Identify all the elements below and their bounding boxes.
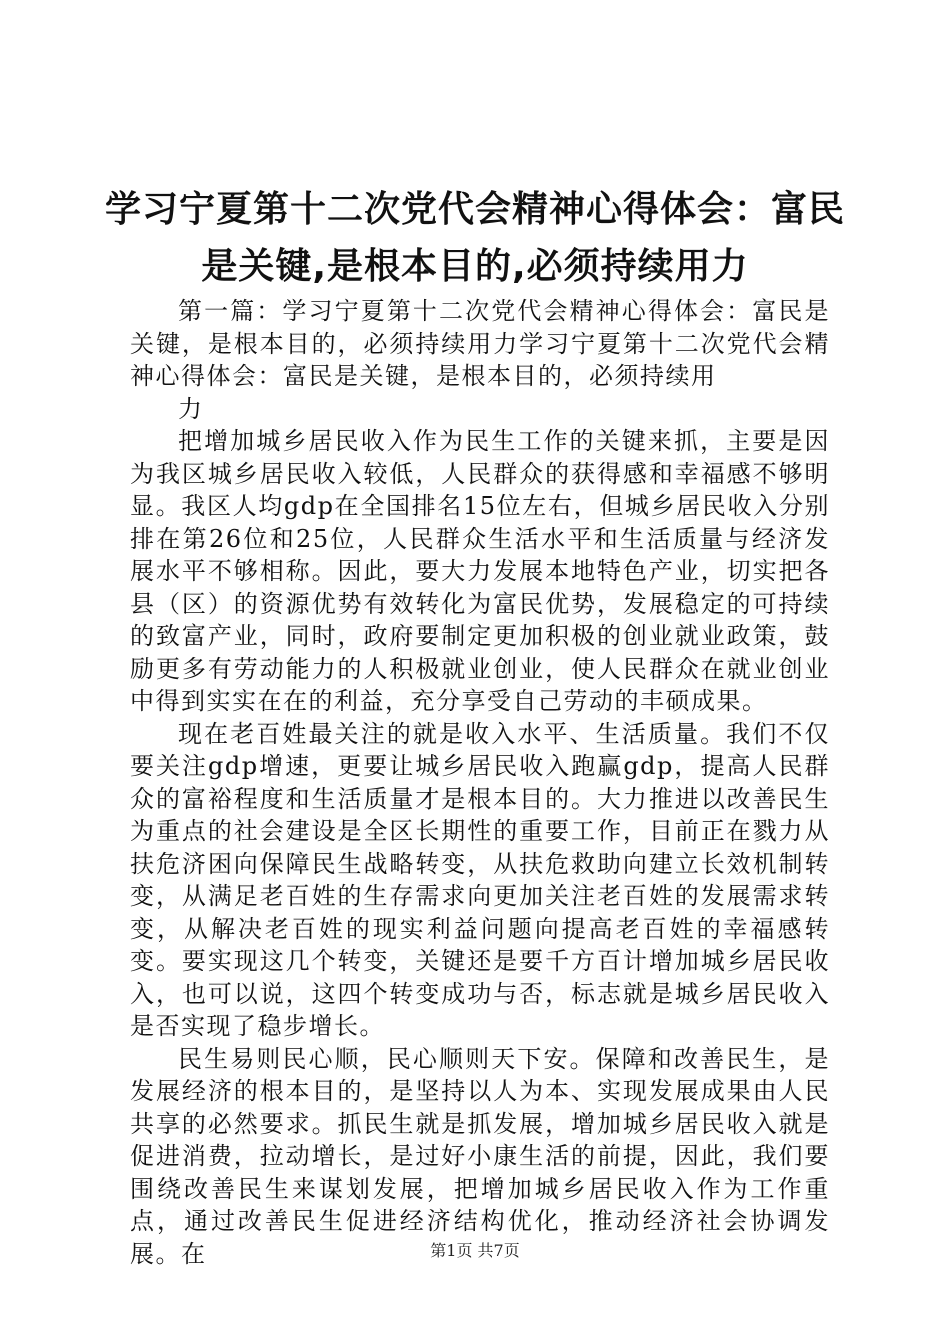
paragraph: 把增加城乡居民收入作为民生工作的关键来抓，主要是因为我区城乡居民收入较低，人民群众的获得感和幸福感不够明显。我区人均gdp在全国排名15位左右，但城乡居民收入分别排在第26位和25位，人民群众生活水平和生活质量与经济发展水平不够相称。因此，要大力发展本地特色产业，切实把各县（区）的资源优势有效转化为富民优势，发展稳定的可持续的致富产业，同时，政府要制定更加积极的创业就业政策，鼓励更多有劳动能力的人积极就业创业，使人民群众在就业创业中得到实实在在的利益，充分享受自己劳动的丰硕成果。 (130, 427, 830, 715)
paragraph-heading: 第一篇：学习宁夏第十二次党代会精神心得体会：富民是关键，是根本目的，必须持续用力学习宁夏第十二次党代会精神心得体会：富民是关键，是根本目的，必须持续用 (130, 297, 830, 390)
page-number-footer: 第1页 共7页 (430, 1241, 520, 1260)
paragraph: 现在老百姓最关注的就是收入水平、生活质量。我们不仅要关注gdp增速，更要让城乡居民收入跑赢gdp，提高人民群众的富裕程度和生活质量才是根本目的。大力推进以改善民生为重点的社会建设是全区长期性的重要工作，目前正在戮力从扶危济困向保障民生战略转变，从扶危救助向建立长效机制转变，从满足老百姓的生存需求向更加关注老百姓的发展需求转变，从解决老百姓的现实利益问题向提高老百姓的幸福感转变。要实现这几个转变，关键还是要千方百计增加城乡居民收入，也可以说，这四个转变成功与否，标志就是城乡居民收入是否实现了稳步增长。 (130, 719, 830, 1040)
document-body (130, 295, 830, 1270)
paragraph-heading-tail: 力 (178, 394, 204, 423)
document-title-line-2: 是关键,是根本目的,必须持续用力 (201, 246, 749, 287)
document-title-line-1: 学习宁夏第十二次党代会精神心得体会：富民 (104, 189, 845, 230)
paragraph: 民生易则民心顺，民心顺则天下安。保障和改善民生，是发展经济的根本目的，是坚持以人为本、实现发展成果由人民共享的必然要求。抓民生就是抓发展，增加城乡居民收入就是促进消费，拉动增长，是过好小康生活的前提，因此，我们要围绕改善民生来谋划发展，把增加城乡居民收入作为工作重点，通过改善民生促进经济结构优化，推动经济社会协调发展。在 (130, 1044, 830, 1268)
